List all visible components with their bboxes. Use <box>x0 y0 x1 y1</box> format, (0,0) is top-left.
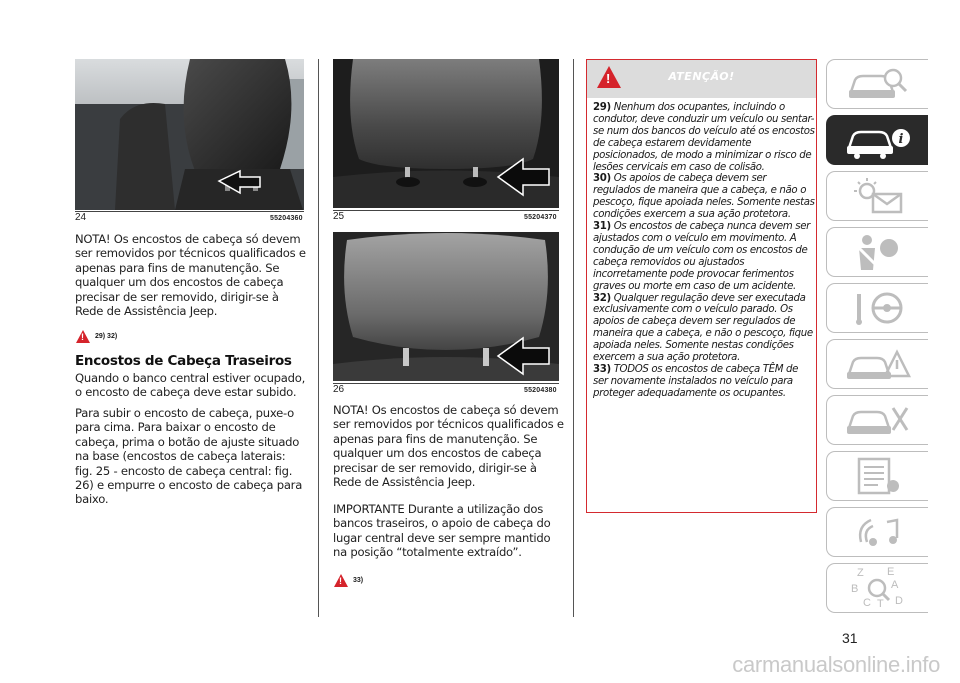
tab-car-info[interactable] <box>826 115 928 165</box>
attention-item-text: Qualquer regulação deve ser executada exclusivamente com o veículo parado. Os apoios de cabeça devem ser regulados de maneira que a cabeça, e não o pescoço, fique apoiada neles. Somente nestas condições exercem a sua ação protetora. <box>593 292 813 364</box>
col2-important: IMPORTANTE Durante a utilização dos bancos traseiros, o apoio de cabeça do lugar central deve ser sempre mantido na posição “totalmente extraído”. <box>333 502 551 560</box>
svg-text:i: i <box>898 132 903 147</box>
column-divider-2 <box>573 59 574 617</box>
multimedia-icon <box>843 512 913 552</box>
col1-warning-refs-text: 29) 32) <box>95 333 118 340</box>
attention-item-number: 33) <box>593 363 611 375</box>
column-divider-1 <box>318 59 319 617</box>
index-icon <box>843 566 913 610</box>
figure-26-rule <box>333 383 559 384</box>
tab-seatbelt-airbag[interactable] <box>826 227 928 277</box>
warning-triangle-icon <box>76 330 90 343</box>
col2-warning-refs-text: 33) <box>353 577 364 584</box>
headrest-rear-center-image <box>333 232 559 381</box>
attention-item-number: 32) <box>593 292 611 304</box>
col2-warning-refs <box>334 574 363 587</box>
warning-triangle-icon <box>334 574 348 587</box>
attention-item <box>593 293 815 364</box>
attention-title: ATENÇÃO! <box>668 70 735 83</box>
figure-24-rule <box>75 211 304 212</box>
watermark: carmanualsonline.info <box>732 652 940 677</box>
technical-data-icon <box>843 456 913 496</box>
tab-multimedia[interactable] <box>826 507 928 557</box>
maintenance-icon <box>843 400 913 440</box>
figure-25-code: 55204370 <box>524 214 557 221</box>
tab-maintenance[interactable] <box>826 395 928 445</box>
tab-car-search[interactable] <box>826 59 928 109</box>
attention-item-text: TODOS os encostos de cabeça TÊM de ser novamente instalados no veículo para proteger adequadamente os ocupantes. <box>593 363 799 399</box>
index-letter: Z <box>856 567 864 579</box>
attention-item-number: 30) <box>593 173 611 185</box>
tab-technical-data[interactable] <box>826 451 928 501</box>
figure-24-code: 55204360 <box>270 215 303 222</box>
attention-header <box>587 60 816 98</box>
tab-emergency[interactable] <box>826 339 928 389</box>
attention-item-text: Os encostos de cabeça nunca devem ser ajustados com o veículo em movimento. A condução de um veículo com os encostos de cabeça removidos ou ajustados incorretamente pode provocar ferimentos graves ou morte em caso de um acidente. <box>593 221 810 292</box>
headrest-rear-side-image <box>333 59 559 208</box>
index-letter: B <box>850 583 858 595</box>
index-letter: D <box>894 595 903 607</box>
figure-26-code: 55204380 <box>524 387 557 394</box>
figure-25-photo <box>333 59 559 208</box>
attention-item <box>593 364 815 400</box>
attention-item-number: 31) <box>593 221 611 233</box>
col1-para1: Quando o banco central estiver ocupado, o encosto de cabeça deve estar subido. <box>75 371 306 400</box>
attention-box <box>586 59 817 513</box>
figure-24-number: 24 <box>75 212 87 223</box>
page-number: 31 <box>842 630 858 646</box>
attention-item-text: Os apoios de cabeça devem ser regulados de maneira que a cabeça, e não o pescoço, fique apoiada neles. Somente nestas condições exercem a sua ação protetora. <box>593 173 815 221</box>
headrest-front-seat-image <box>75 59 304 210</box>
car-search-icon <box>843 64 913 104</box>
attention-item-text: Nenhum dos ocupantes, incluindo o condutor, deve conduzir um veículo ou sentar-se num dos bancos do veículo até os encostos de cabeça estarem devidamente posicionados, de modo a minimizar o risco de lesões cervicais em caso de colisão. <box>593 102 815 173</box>
car-info-icon <box>843 120 913 160</box>
index-letter: A <box>890 579 898 591</box>
col2-note: NOTA! Os encostos de cabeça só devem ser removidos por técnicos qualificados e apenas para fins de manutenção. Se qualquer um dos encostos de cabeça precisar de ser removido, dirigir-se à Rede de Assistência Jeep. <box>333 403 564 490</box>
tab-steering-wheel[interactable] <box>826 283 928 333</box>
attention-item-number: 29) <box>593 102 611 113</box>
col1-para2: Para subir o encosto de cabeça, puxe-o para cima. Para baixar o encosto de cabeça, prima o botão de ajuste situado na base (encostos de cabeça laterais: fig. 25 - encosto de cabeça central: fig. 26) e empurre o encosto de cabeça para baixo. <box>75 406 303 507</box>
steering-wheel-icon <box>843 288 913 328</box>
index-letter: C <box>862 597 871 609</box>
figure-25-rule <box>333 210 559 211</box>
index-letter: T <box>876 598 884 610</box>
figure-24-photo <box>75 59 304 210</box>
attention-item <box>593 221 815 292</box>
warning-lights-icon <box>843 176 913 216</box>
figure-26-number: 26 <box>333 384 345 395</box>
col1-note: NOTA! Os encostos de cabeça só devem ser removidos por técnicos qualificados e apenas para fins de manutenção. Se qualquer um dos encostos de cabeça precisar de ser removido, dirigir-se à Rede de Assistência Jeep. <box>75 232 306 319</box>
col1-heading: Encostos de Cabeça Traseiros <box>75 353 292 369</box>
seatbelt-airbag-icon <box>843 232 913 272</box>
emergency-icon <box>843 344 913 384</box>
index-letter: E <box>886 566 894 578</box>
tab-warning-lights[interactable] <box>826 171 928 221</box>
attention-item <box>593 102 815 173</box>
attention-item <box>593 173 815 221</box>
col1-warning-refs <box>76 330 117 343</box>
attention-body <box>593 102 815 400</box>
figure-25-number: 25 <box>333 211 345 222</box>
tab-index[interactable] <box>826 563 928 613</box>
figure-26-photo <box>333 232 559 381</box>
